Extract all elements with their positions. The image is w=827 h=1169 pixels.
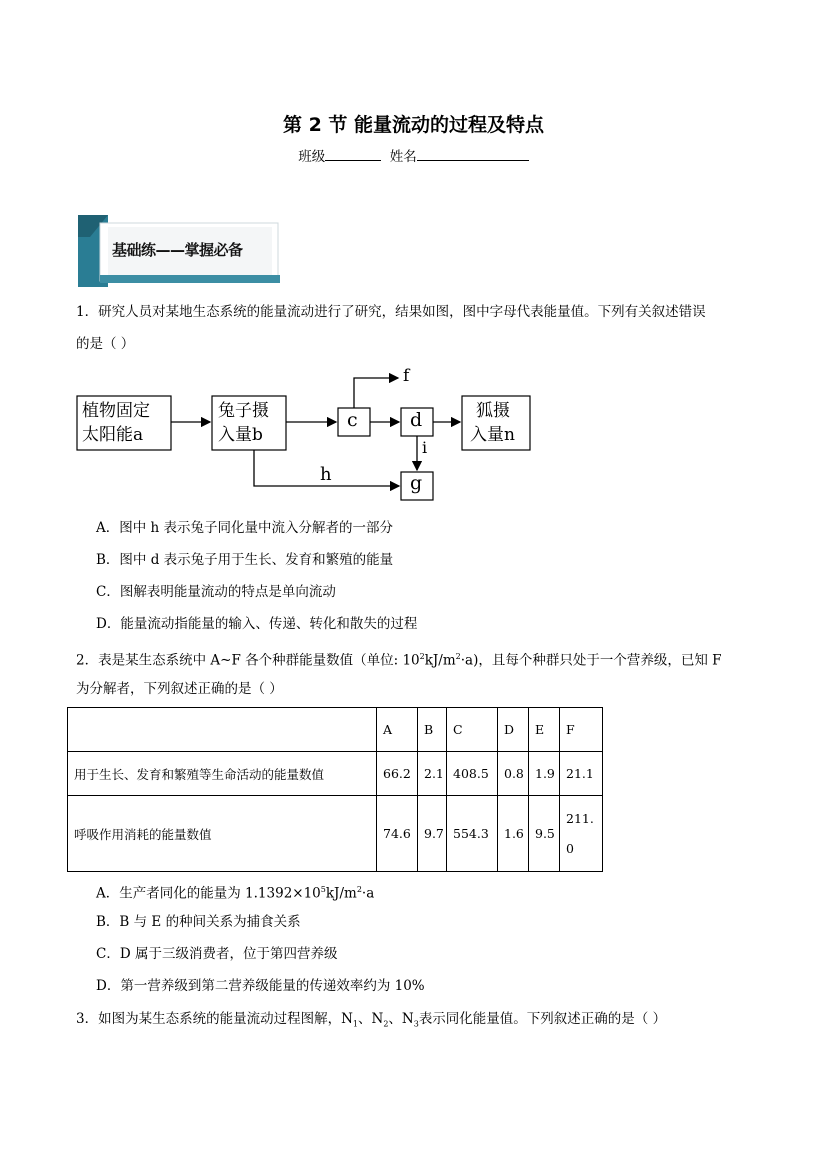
q2-option-b[interactable]: B．B 与 E 的种间关系为捕食关系	[96, 914, 301, 930]
q2-stem-part3: ·a)，且每个种群只处于一个营养级，已知 F	[460, 652, 722, 669]
table-header-cell: D	[498, 708, 529, 752]
q1-stem-line1: 1．研究人员对某地生态系统的能量流动进行了研究，结果如图，图中字母代表能量值。下列有关叙述错误	[76, 304, 706, 320]
q2-option-a-sup1: 5	[320, 885, 326, 894]
box-fox-text	[470, 399, 515, 447]
table-cell: 21.1	[560, 752, 603, 796]
q1-option-d[interactable]: D．能量流动指能量的输入、传递、转化和散失的过程	[96, 616, 418, 632]
table-cell: 74.6	[377, 796, 418, 872]
table-cell: 66.2	[377, 752, 418, 796]
table-cell: 用于生长、发育和繁殖等生命活动的能量数值	[68, 752, 377, 796]
box-rabbit-text	[218, 399, 269, 447]
q2-stem-part1: 2．表是某生态系统中 A~F 各个种群能量数值（单位: 10	[76, 652, 420, 669]
q1-option-b[interactable]: B．图中 d 表示兔子用于生长、发育和繁殖的能量	[96, 552, 394, 568]
box-plant-line1: 植物固定	[82, 401, 150, 421]
q1-diagram	[76, 366, 536, 506]
q3-stem	[76, 1003, 776, 1041]
class-label: 班级	[298, 149, 326, 165]
table-header-cell: F	[560, 708, 603, 752]
box-fox-line2: 入量n	[470, 425, 515, 445]
box-fox-line1: 狐摄	[476, 401, 510, 421]
table-cell: 408.5	[447, 752, 498, 796]
box-c: c	[347, 409, 358, 431]
q1-stem-line2: 的是（ ）	[76, 336, 135, 352]
q3-stem-part2: 表示同化能量值。下列叙述正确的是（ ）	[418, 1011, 667, 1027]
box-rabbit-line2: 入量b	[218, 425, 263, 445]
q2-option-a-part2: kJ/m	[325, 885, 357, 902]
q2-option-c[interactable]: C．D 属于三级消费者，位于第四营养级	[96, 946, 338, 962]
q3-sub3: 3	[413, 1019, 419, 1029]
table-header-cell: E	[529, 708, 560, 752]
table-cell: 呼吸作用消耗的能量数值	[68, 796, 377, 872]
q2-stem-sup1: 2	[419, 652, 425, 661]
box-plant-line2: 太阳能a	[82, 425, 144, 445]
table-header-row	[68, 708, 603, 752]
table-row	[68, 752, 603, 796]
table-cell: 554.3	[447, 796, 498, 872]
q2-table	[67, 707, 603, 872]
box-d: d	[410, 409, 423, 431]
box-rabbit-line1: 兔子摄	[218, 401, 269, 421]
q3-sub1: 1	[352, 1019, 358, 1029]
q3-stem-part1: 3．如图为某生态系统的能量流动过程图解，N	[76, 1011, 353, 1027]
section-banner	[78, 215, 280, 287]
label-i: i	[422, 438, 428, 457]
banner-text: 基础练——掌握必备	[112, 241, 243, 259]
q2-option-a-part1: A．生产者同化的能量为 1.1392×10	[96, 885, 321, 902]
table-header-cell: B	[418, 708, 447, 752]
table-cell: 9.5	[529, 796, 560, 872]
class-blank[interactable]	[325, 147, 381, 161]
table-cell: 2.1	[418, 752, 447, 796]
table-header-cell: C	[447, 708, 498, 752]
table-row	[68, 796, 603, 872]
table-cell: 1.9	[529, 752, 560, 796]
q3-sep2: 、N	[388, 1011, 414, 1027]
q1-option-a[interactable]: A．图中 h 表示兔子同化量中流入分解者的一部分	[96, 520, 394, 536]
q2-option-a-sup2: 2	[356, 885, 362, 894]
q2-stem-line1	[76, 641, 776, 677]
page-title: 第 2 节 能量流动的过程及特点	[282, 114, 545, 136]
table-cell: 0.8	[498, 752, 529, 796]
table-cell: 9.7	[418, 796, 447, 872]
q1-option-c[interactable]: C．图解表明能量流动的特点是单向流动	[96, 584, 336, 600]
table-header-cell: A	[377, 708, 418, 752]
table-cell: 1.6	[498, 796, 529, 872]
table-header-cell	[68, 708, 377, 752]
q3-sep1: 、N	[358, 1011, 384, 1027]
q2-stem-sup2: 2	[455, 652, 461, 661]
label-h: h	[320, 464, 332, 485]
q2-option-d[interactable]: D．第一营养级到第二营养级能量的传递效率约为 10%	[96, 978, 425, 994]
label-f: f	[403, 366, 410, 386]
table-cell-line1: 211.	[566, 810, 594, 826]
class-name-line	[0, 145, 827, 165]
table-cell-line2: 0	[566, 840, 574, 856]
box-g: g	[410, 472, 423, 494]
box-plant-text	[82, 399, 150, 447]
name-blank[interactable]	[417, 147, 529, 161]
q2-option-a-part3: ·a	[361, 885, 375, 902]
q2-option-a[interactable]	[96, 874, 374, 910]
name-label: 姓名	[389, 149, 417, 165]
table-cell	[560, 796, 603, 872]
q3-sub2: 2	[383, 1019, 389, 1029]
q2-stem-part2: kJ/m	[424, 652, 456, 669]
q2-stem-line2: 为分解者，下列叙述正确的是（ ）	[76, 681, 283, 697]
